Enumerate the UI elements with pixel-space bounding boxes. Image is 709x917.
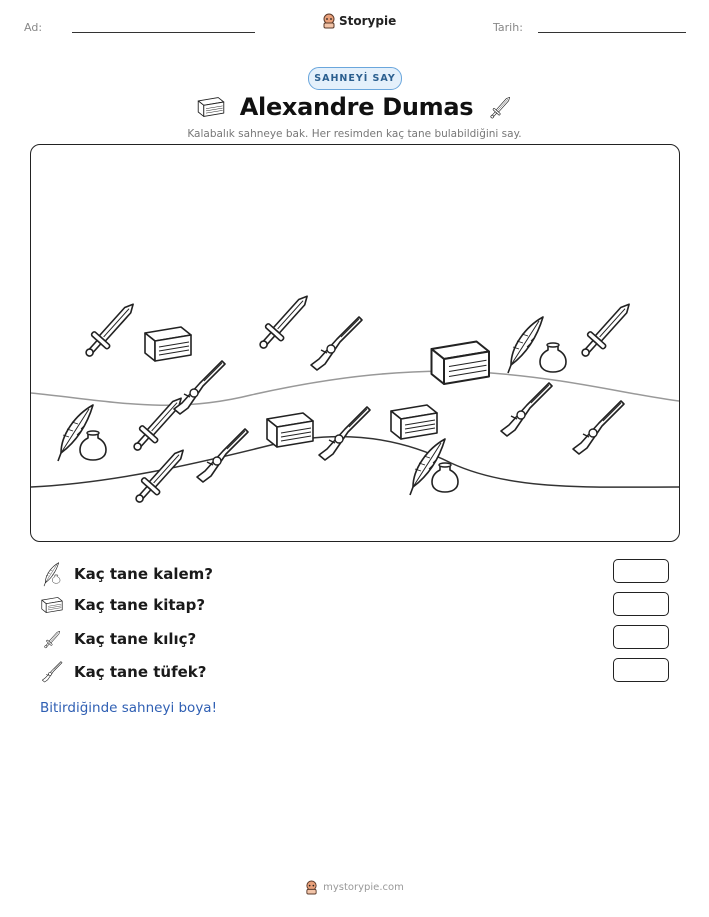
question-text: Kaç tane kalem? [74, 565, 213, 583]
name-line[interactable] [72, 32, 255, 33]
title-row [0, 92, 709, 122]
inkpot-icon [80, 431, 106, 460]
answer-box-quill[interactable] [613, 559, 669, 583]
rifle-icon [311, 317, 362, 370]
book-icon [267, 413, 313, 447]
question-quill [40, 561, 213, 587]
book-icon [391, 405, 437, 439]
sword-icon [40, 627, 64, 651]
brand-name: Storypie [339, 14, 397, 28]
question-text: Kaç tane kitap? [74, 596, 206, 614]
book-icon [145, 327, 191, 361]
finish-instruction: Bitirdiğinde sahneyi boya! [40, 700, 217, 716]
page-title: Alexandre Dumas [239, 93, 474, 121]
question-text: Kaç tane kılıç? [74, 630, 197, 648]
question-sword [40, 627, 196, 651]
answer-box-book[interactable] [613, 592, 669, 616]
sword-icon [253, 289, 315, 355]
brand-logo [322, 13, 396, 29]
inkpot-icon [432, 463, 458, 492]
rifle-icon [40, 660, 64, 684]
date-label: Tarih: [493, 21, 523, 34]
storypie-mascot-icon [322, 13, 336, 29]
inkpot-icon [540, 343, 566, 372]
scene-illustration [31, 145, 679, 541]
question-text: Kaç tane tüfek? [74, 663, 207, 681]
quill-icon [40, 561, 64, 587]
sword-icon [127, 391, 189, 457]
sword-icon [129, 443, 191, 509]
rifle-icon [501, 383, 552, 436]
sword-icon [487, 92, 513, 122]
activity-badge: SAHNEYİ SAY [308, 67, 402, 90]
answer-box-sword[interactable] [613, 625, 669, 649]
date-line[interactable] [538, 32, 686, 33]
sword-icon [575, 297, 637, 363]
answer-box-rifle[interactable] [613, 658, 669, 682]
rifle-icon [573, 401, 624, 454]
book-icon [432, 342, 490, 385]
book-icon [196, 95, 226, 119]
hill-back-line [31, 371, 679, 405]
name-label: Ad: [24, 21, 43, 34]
question-rifle [40, 660, 206, 684]
counting-scene [30, 144, 680, 542]
instructions: Kalabalık sahneye bak. Her resimden kaç tane bulabildiğini say. [187, 128, 522, 140]
quill-icon [508, 317, 543, 373]
question-book [40, 594, 205, 616]
rifle-icon [197, 429, 248, 482]
book-icon [40, 594, 64, 616]
sword-icon [79, 297, 141, 363]
storypie-mascot-icon [305, 880, 318, 895]
rifle-icon [174, 361, 225, 414]
footer-url: mystorypie.com [323, 882, 404, 893]
rifle-icon [319, 407, 370, 460]
footer [0, 880, 709, 895]
